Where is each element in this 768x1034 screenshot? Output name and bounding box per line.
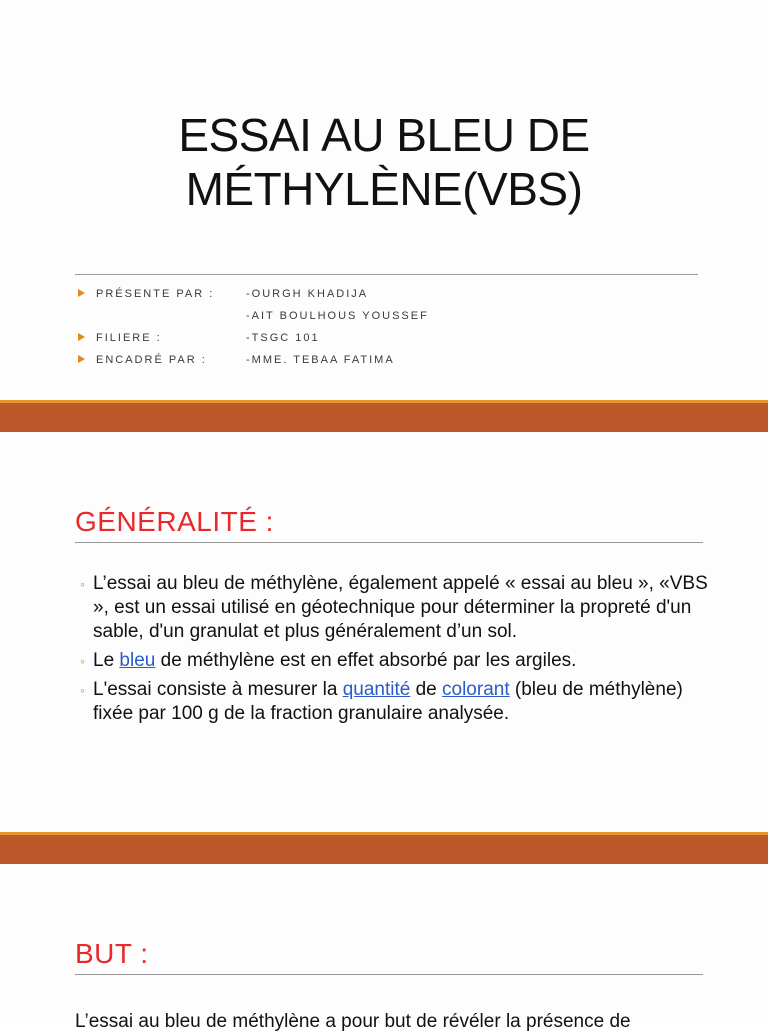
- title-divider: [75, 274, 698, 275]
- but-paragraph: L’essai au bleu de méthylène a pour but de révéler la présence de: [75, 1011, 631, 1032]
- circle-bullet-icon: ◦: [80, 653, 85, 669]
- item-text-post: (bleu de méthylène) fixée par 100 g de la fraction granulaire analysée.: [93, 679, 683, 724]
- slide-title: [0, 108, 768, 216]
- section-heading-but: BUT :: [75, 938, 149, 969]
- info-value: -MME. TEBAA FATIMA: [246, 354, 395, 366]
- info-label: FILIERE :: [96, 332, 162, 344]
- item-text-mid: de: [410, 679, 443, 700]
- heading-divider: [75, 542, 703, 543]
- item-text-post: de méthylène est en effet absorbé par les argiles.: [155, 650, 577, 671]
- info-value: -TSGC 101: [246, 332, 320, 344]
- title-line-2: MÉTHYLÈNE(VBS): [185, 163, 583, 215]
- arrow-bullet-icon: [78, 355, 85, 363]
- link-bleu[interactable]: bleu: [119, 650, 156, 671]
- circle-bullet-icon: ◦: [80, 576, 85, 592]
- list-item: [80, 649, 710, 673]
- slide-separator-band: [0, 832, 768, 864]
- arrow-bullet-icon: [78, 333, 85, 341]
- arrow-bullet-icon: [78, 289, 85, 297]
- info-label: PRÉSENTE PAR :: [96, 288, 215, 300]
- slide-separator-band: [0, 400, 768, 432]
- info-value: -OURGH KHADIJA: [246, 288, 369, 300]
- item-text-pre: Le: [93, 650, 120, 671]
- title-slide: [0, 0, 768, 400]
- list-item: [80, 678, 710, 726]
- circle-bullet-icon: ◦: [80, 682, 85, 698]
- title-line-1: ESSAI AU BLEU DE: [178, 109, 590, 161]
- link-quantite[interactable]: quantité: [342, 679, 411, 700]
- info-label: ENCADRÉ PAR :: [96, 354, 207, 366]
- list-item: [80, 572, 710, 644]
- heading-divider: [75, 974, 703, 975]
- info-value: -AIT BOULHOUS YOUSSEF: [246, 310, 429, 322]
- section-heading-generalite: GÉNÉRALITÉ :: [75, 506, 274, 537]
- item-text: L’essai au bleu de méthylène, également appelé « essai au bleu », «VBS », est un essai utilisé en géotechnique pour déterminer la propreté d'un sable, d'un granulat et plus généralement d’un sol.: [93, 573, 708, 642]
- generalite-list: [80, 572, 710, 731]
- link-colorant[interactable]: colorant: [442, 679, 510, 700]
- item-text-pre: L'essai consiste à mesurer la: [93, 679, 343, 700]
